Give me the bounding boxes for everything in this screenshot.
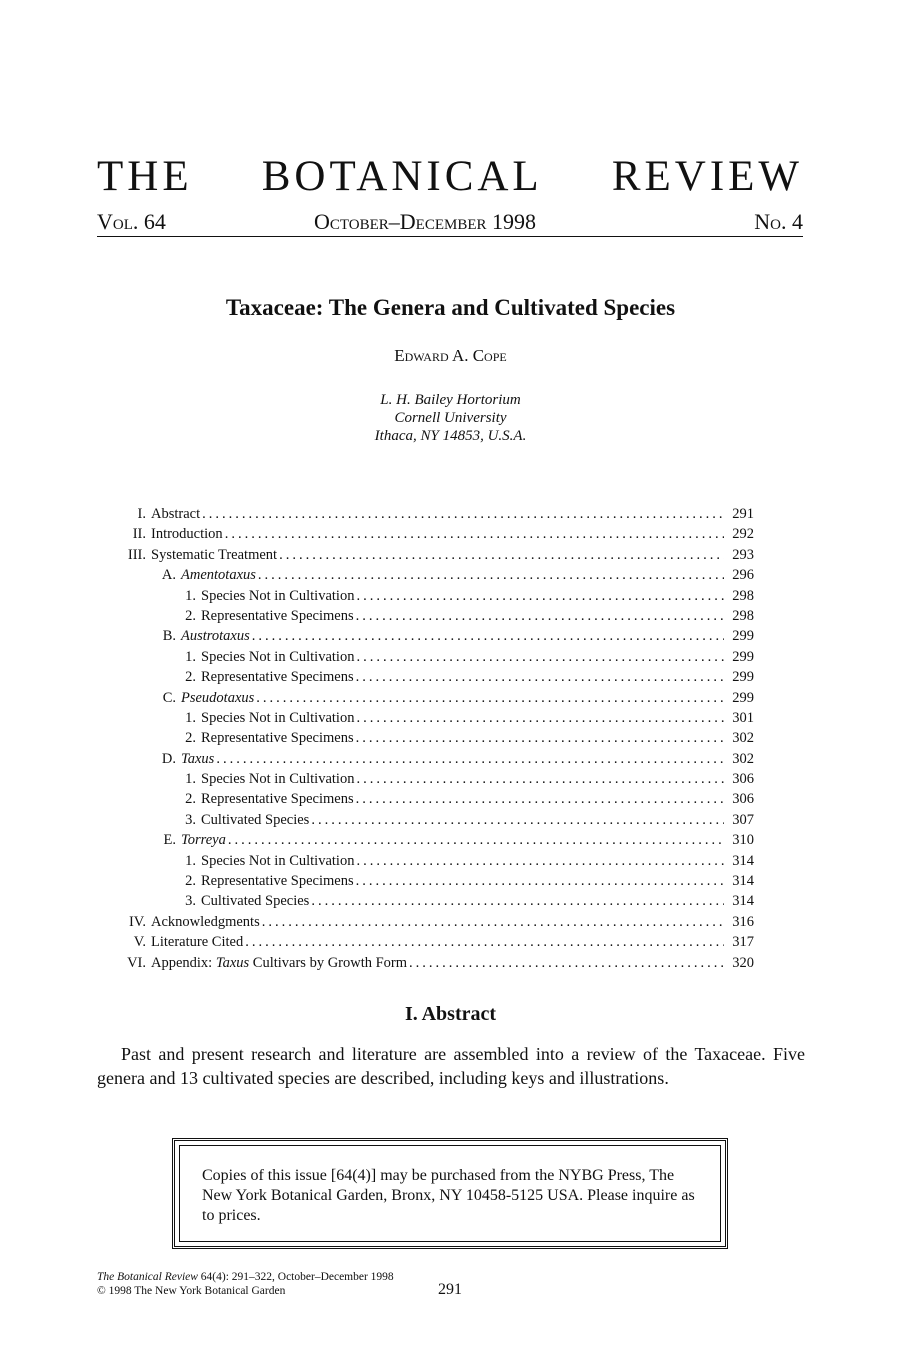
toc-entry[interactable] xyxy=(103,565,754,585)
toc-label: Abstract xyxy=(151,506,201,522)
toc-number: A. xyxy=(161,567,176,584)
toc-leader xyxy=(409,953,724,973)
toc-page: 314 xyxy=(732,873,754,890)
toc-page: 302 xyxy=(732,730,754,747)
toc-number: V. xyxy=(133,934,146,951)
table-of-contents xyxy=(103,504,754,973)
toc-label xyxy=(181,830,226,850)
toc-number: 2. xyxy=(185,873,196,890)
notice-inner-frame xyxy=(179,1145,721,1242)
affiliation-line: Ithaca, NY 14853, U.S.A. xyxy=(374,428,527,444)
journal-title xyxy=(97,152,803,202)
toc-label: Species Not in Cultivation xyxy=(201,709,355,726)
author-affiliation xyxy=(0,391,901,445)
genus-name: Pseudotaxus xyxy=(181,689,255,706)
toc-label: Cultivated Species xyxy=(201,811,310,828)
toc-leader xyxy=(356,667,724,687)
toc-label: Representative Specimens xyxy=(201,730,354,747)
toc-page: 314 xyxy=(732,893,754,910)
purchase-notice-text: Copies of this issue [64(4)] may be purchased from the NYBG Press, The New York Botanical Garden, Bronx, NY 10458-5125 USA. Please inquire as to prices. xyxy=(202,1167,695,1224)
toc-leader xyxy=(256,688,724,708)
toc-entry[interactable] xyxy=(103,626,754,646)
toc-number: 2. xyxy=(185,791,196,808)
toc-page: 306 xyxy=(732,791,754,808)
toc-label xyxy=(181,749,214,769)
toc-leader xyxy=(311,891,724,911)
toc-leader xyxy=(225,524,724,544)
toc-leader xyxy=(216,749,724,769)
toc-entry[interactable] xyxy=(103,769,754,789)
toc-number: I. xyxy=(137,506,146,522)
toc-entry[interactable] xyxy=(103,545,754,565)
toc-leader xyxy=(356,871,724,891)
toc-leader xyxy=(356,728,724,748)
toc-label: Introduction xyxy=(151,526,223,543)
toc-leader xyxy=(258,565,724,585)
toc-number: IV. xyxy=(128,913,146,930)
toc-page: 306 xyxy=(732,771,754,788)
toc-number: 2. xyxy=(185,607,196,624)
citation-line xyxy=(97,1270,394,1284)
toc-label: Representative Specimens xyxy=(201,791,354,808)
toc-label: Representative Specimens xyxy=(201,873,354,890)
toc-leader xyxy=(279,545,724,565)
genus-name: Taxus xyxy=(215,954,250,971)
toc-label: Species Not in Cultivation xyxy=(201,852,355,869)
toc-label xyxy=(181,626,250,646)
toc-number: 3. xyxy=(185,811,196,828)
toc-page: 299 xyxy=(732,689,754,706)
toc-number: D. xyxy=(161,750,176,767)
toc-number: II. xyxy=(132,526,146,543)
copyright-line: © 1998 The New York Botanical Garden xyxy=(97,1285,286,1297)
toc-number: 1. xyxy=(185,852,196,869)
toc-leader xyxy=(311,810,724,830)
issue-line xyxy=(97,208,803,237)
toc-entry[interactable] xyxy=(103,830,754,850)
volume-label: Vol. 64 xyxy=(97,209,166,234)
toc-page: 293 xyxy=(732,546,754,563)
toc-entry[interactable] xyxy=(103,851,754,871)
toc-label-suffix: Cultivars by Growth Form xyxy=(249,954,408,971)
toc-page: 292 xyxy=(732,526,754,543)
toc-page: 307 xyxy=(732,811,754,828)
toc-number: 2. xyxy=(185,730,196,747)
toc-label: Representative Specimens xyxy=(201,607,354,624)
journal-title-word: THE xyxy=(97,153,193,200)
toc-leader xyxy=(356,851,724,871)
toc-label: Acknowledgments xyxy=(151,913,260,930)
toc-label: Species Not in Cultivation xyxy=(201,771,355,788)
affiliation-line: Cornell University xyxy=(394,410,507,426)
toc-leader xyxy=(262,912,724,932)
abstract-heading: I. Abstract xyxy=(404,1003,497,1025)
issue-number: No. 4 xyxy=(754,209,803,234)
toc-leader xyxy=(356,647,724,667)
toc-number: B. xyxy=(162,628,176,645)
toc-entry[interactable] xyxy=(103,953,754,973)
author-name: Edward A. Cope xyxy=(394,346,507,365)
toc-label xyxy=(151,953,407,973)
issue-date: October–December 1998 xyxy=(314,209,537,234)
toc-leader xyxy=(356,769,724,789)
toc-number: 3. xyxy=(185,893,196,910)
citation-details: 64(4): 291–322, October–December 1998 xyxy=(197,1271,394,1283)
genus-name: Taxus xyxy=(181,750,215,767)
toc-entry[interactable] xyxy=(103,667,754,687)
toc-page: 299 xyxy=(732,628,754,645)
toc-entry[interactable] xyxy=(103,891,754,911)
toc-number: III. xyxy=(127,546,146,563)
toc-entry[interactable] xyxy=(103,810,754,830)
toc-leader xyxy=(252,626,724,646)
toc-leader xyxy=(245,932,724,952)
toc-page: 298 xyxy=(732,607,754,624)
toc-number: 2. xyxy=(185,669,196,686)
toc-entry[interactable] xyxy=(103,647,754,667)
toc-entry[interactable] xyxy=(103,912,754,932)
page-number: 291 xyxy=(438,1281,462,1298)
toc-page: 299 xyxy=(732,648,754,665)
toc-number: E. xyxy=(163,832,176,849)
toc-number: 1. xyxy=(185,709,196,726)
toc-label xyxy=(181,565,256,585)
toc-leader xyxy=(356,606,724,626)
genus-name: Torreya xyxy=(181,832,226,849)
toc-page: 310 xyxy=(732,832,754,849)
journal-title-word: BOTANICAL xyxy=(261,153,543,200)
toc-label: Representative Specimens xyxy=(201,669,354,686)
toc-entry[interactable] xyxy=(103,524,754,544)
toc-entry[interactable] xyxy=(103,504,754,524)
toc-label xyxy=(181,688,254,708)
toc-entry[interactable] xyxy=(103,688,754,708)
journal-name: The Botanical Review xyxy=(97,1271,198,1283)
toc-label: Systematic Treatment xyxy=(151,546,278,563)
purchase-notice-box xyxy=(172,1138,728,1249)
toc-page: 316 xyxy=(732,913,754,930)
toc-number: VI. xyxy=(127,954,146,971)
toc-leader xyxy=(228,830,724,850)
toc-page: 298 xyxy=(732,587,754,604)
toc-number: 1. xyxy=(185,587,196,604)
toc-entry[interactable] xyxy=(103,871,754,891)
genus-name: Amentotaxus xyxy=(181,567,256,584)
toc-entry[interactable] xyxy=(103,789,754,809)
genus-name: Austrotaxus xyxy=(181,628,250,645)
toc-page: 296 xyxy=(732,567,754,584)
toc-label: Cultivated Species xyxy=(201,893,310,910)
toc-page: 320 xyxy=(732,954,754,971)
toc-leader xyxy=(356,789,724,809)
toc-label: Literature Cited xyxy=(151,934,244,951)
toc-page: 299 xyxy=(732,669,754,686)
toc-entry[interactable] xyxy=(103,932,754,952)
toc-label-prefix: Appendix: xyxy=(151,954,216,971)
toc-leader xyxy=(356,708,724,728)
toc-page: 302 xyxy=(732,750,754,767)
toc-entry[interactable] xyxy=(103,728,754,748)
toc-leader xyxy=(356,586,724,606)
toc-label: Species Not in Cultivation xyxy=(201,587,355,604)
abstract-text: Past and present research and literature are assembled into a review of the Taxaceae. Five genera and 13 cultivated species are described, including keys and illustrations. xyxy=(97,1044,805,1088)
toc-entry[interactable] xyxy=(103,606,754,626)
journal-title-word: REVIEW xyxy=(611,153,803,200)
toc-entry[interactable] xyxy=(103,708,754,728)
affiliation-line: L. H. Bailey Hortorium xyxy=(380,392,521,408)
toc-page: 301 xyxy=(732,709,754,726)
article-title: Taxaceae: The Genera and Cultivated Species xyxy=(225,295,676,320)
toc-number: C. xyxy=(162,689,176,706)
toc-leader xyxy=(202,504,724,524)
toc-page: 314 xyxy=(732,852,754,869)
toc-entry[interactable] xyxy=(103,586,754,606)
toc-label: Species Not in Cultivation xyxy=(201,648,355,665)
toc-number: 1. xyxy=(185,771,196,788)
toc-entry[interactable] xyxy=(103,749,754,769)
toc-page: 291 xyxy=(732,506,754,522)
toc-page: 317 xyxy=(732,934,754,951)
toc-number: 1. xyxy=(185,648,196,665)
